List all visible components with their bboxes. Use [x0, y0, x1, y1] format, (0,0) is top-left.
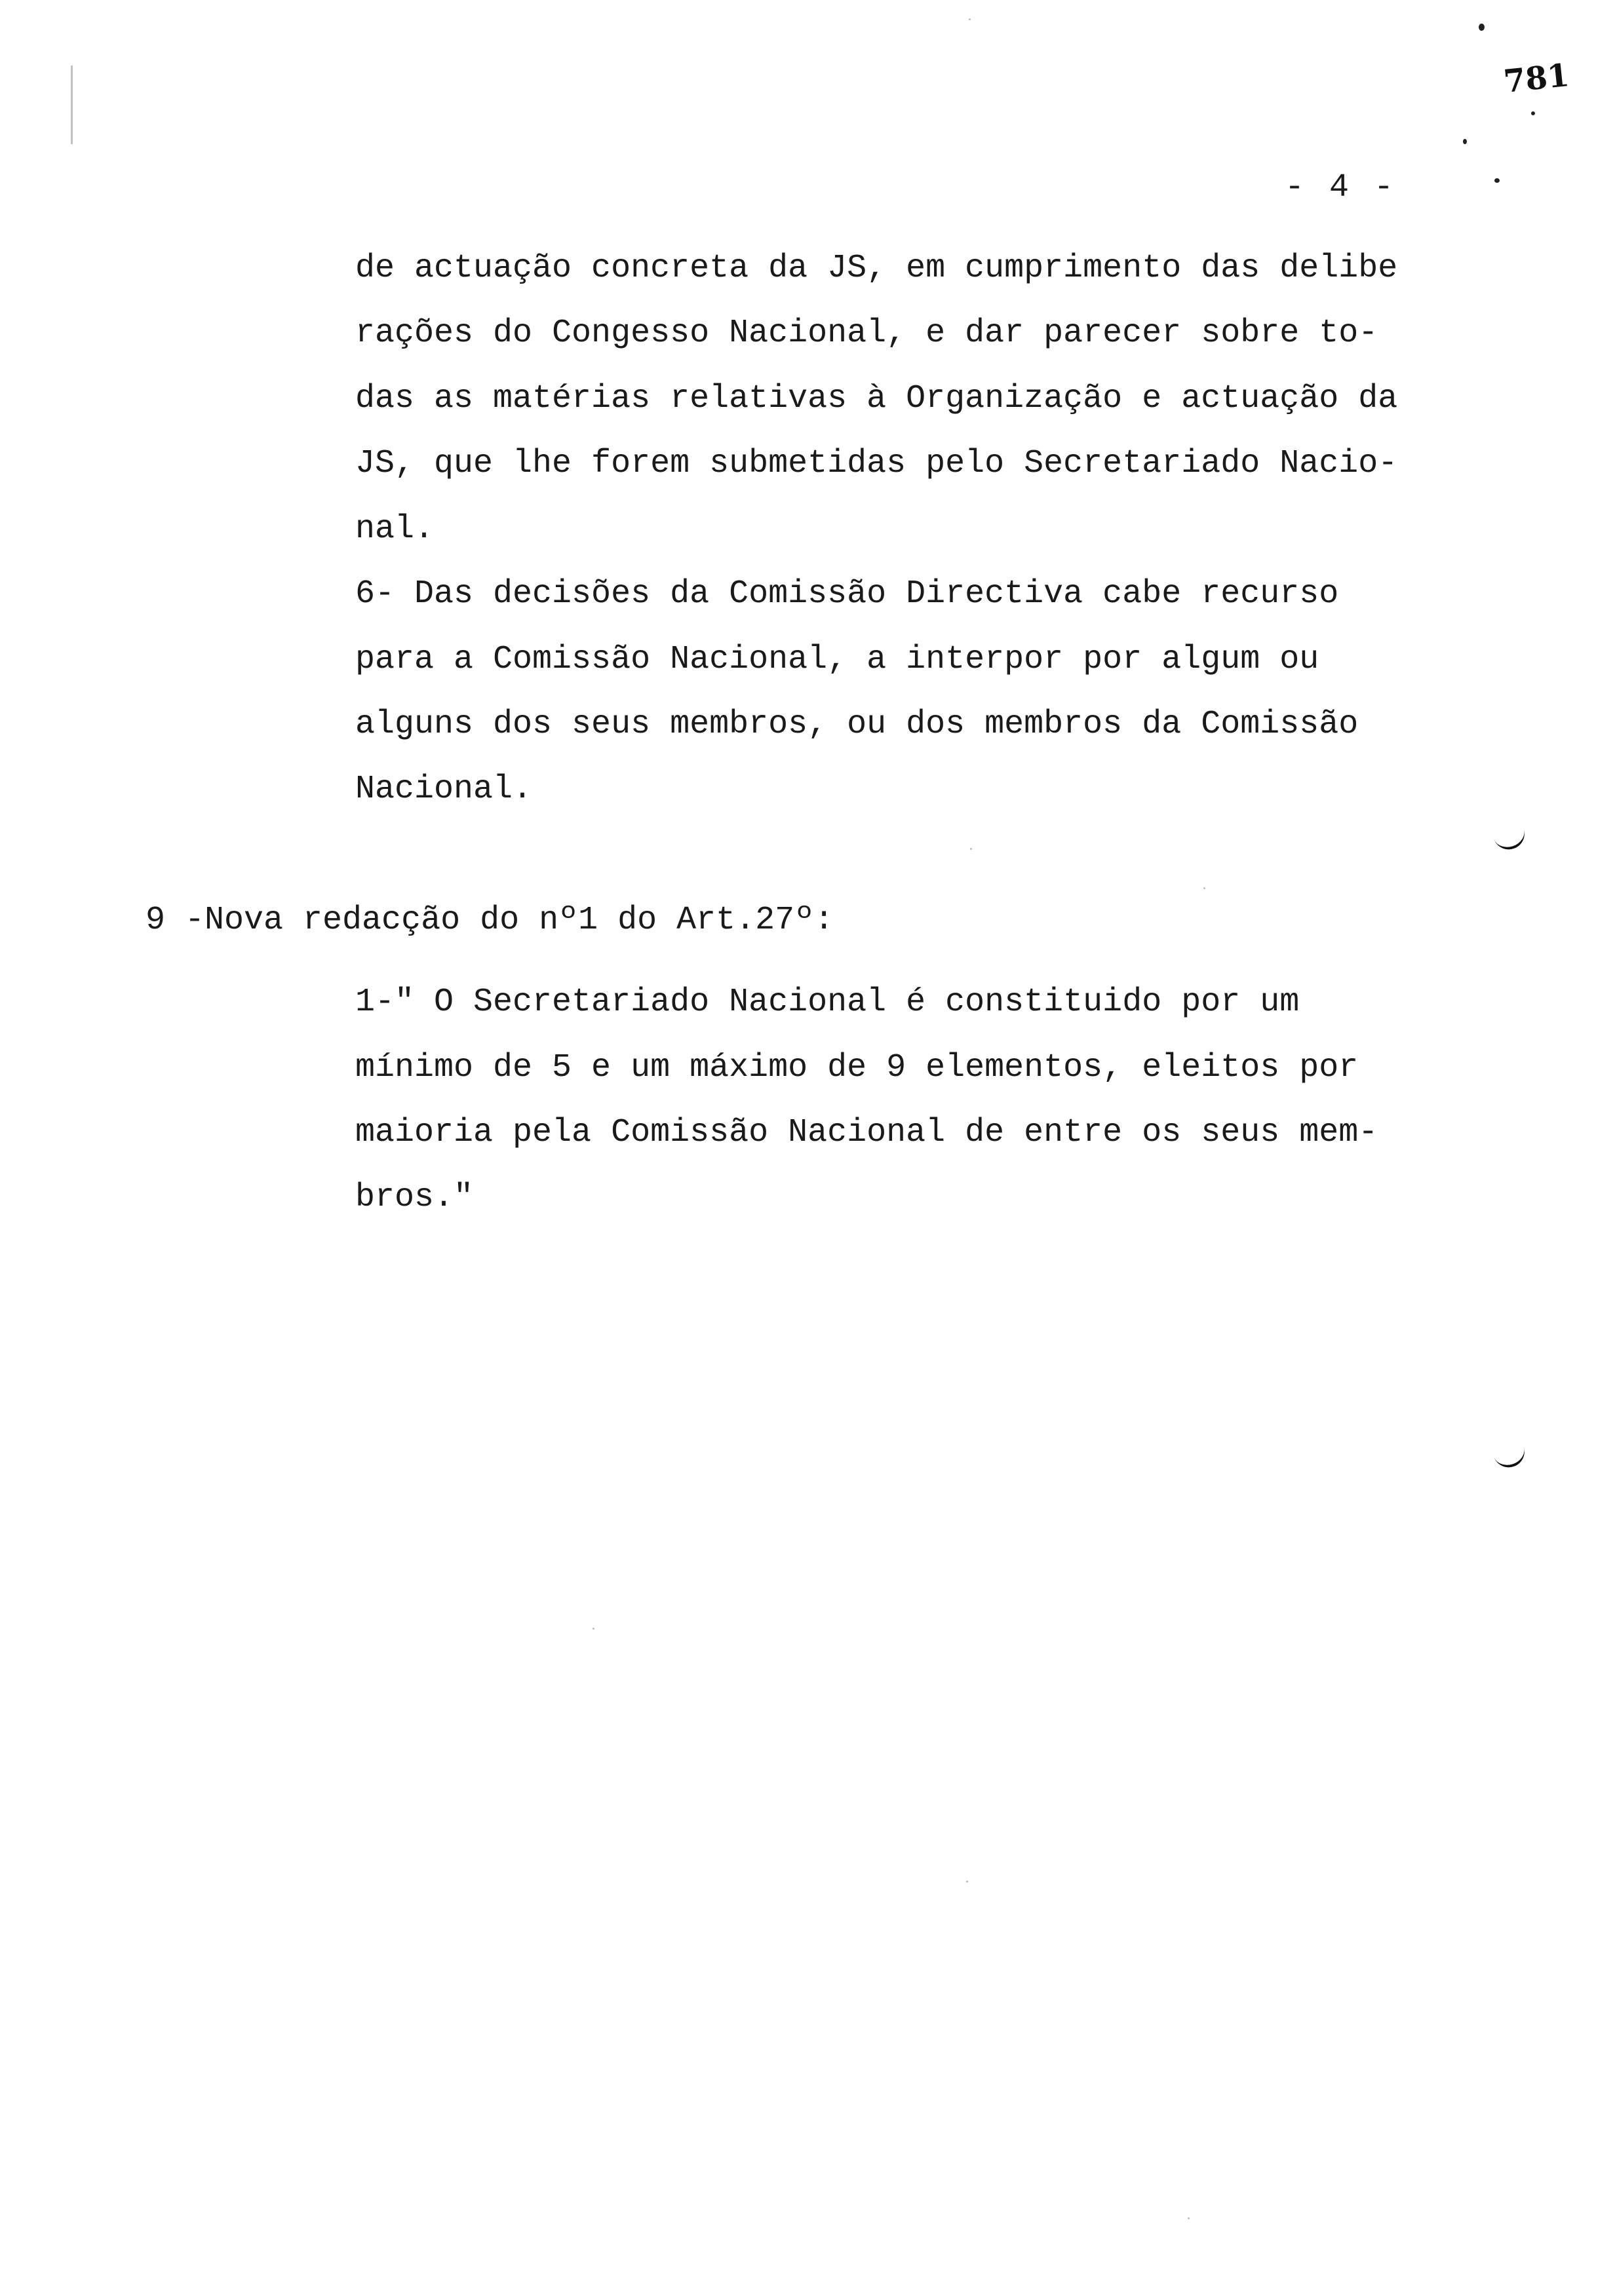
item-6-line: Nacional. [355, 771, 533, 808]
paper-speck [969, 18, 971, 20]
item-6-line: alguns dos seus membros, ou dos membros da Comissão [355, 706, 1359, 743]
text-line: JS, que lhe forem submetidas pelo Secretariado Nacio- [355, 445, 1398, 482]
item-6-line: para a Comissão Nacional, a interpor por algum ou [355, 641, 1319, 678]
paper-speck [970, 848, 972, 850]
paper-speck [593, 1628, 594, 1630]
section-9-line: 1-" O Secretariado Nacional é constituido por um [355, 984, 1300, 1021]
section-9-line: maioria pela Comissão Nacional de entre os seus mem- [355, 1114, 1378, 1151]
section-9-heading: 9 -Nova redacção do nº1 do Art.27º: [146, 902, 834, 939]
ink-dot [1463, 139, 1467, 144]
page-number: - 4 - [1285, 169, 1397, 206]
item-6-line: 6- Das decisões da Comissão Directiva cabe recurso [355, 575, 1339, 613]
section-9-line: bros." [355, 1179, 474, 1216]
paper-speck [966, 1881, 968, 1883]
ink-dot [1494, 178, 1500, 183]
ink-dot [1531, 111, 1535, 115]
handwritten-folio-number: 781 [1502, 56, 1571, 101]
paper-speck [1203, 887, 1205, 889]
check-mark [1492, 1440, 1528, 1471]
text-line: das as matérias relativas à Organização e actuação da [355, 380, 1398, 417]
text-line: nal. [355, 510, 435, 548]
text-line: rações do Congesso Nacional, e dar parecer sobre to- [355, 315, 1378, 352]
section-9-line: mínimo de 5 e um máximo de 9 elementos, eleitos por [355, 1049, 1359, 1086]
check-mark [1492, 822, 1528, 853]
paper-speck [1188, 2217, 1190, 2219]
margin-mark [71, 66, 73, 144]
ink-dot [1479, 24, 1485, 31]
text-line: de actuação concreta da JS, em cumprimento das delibe [355, 250, 1398, 287]
